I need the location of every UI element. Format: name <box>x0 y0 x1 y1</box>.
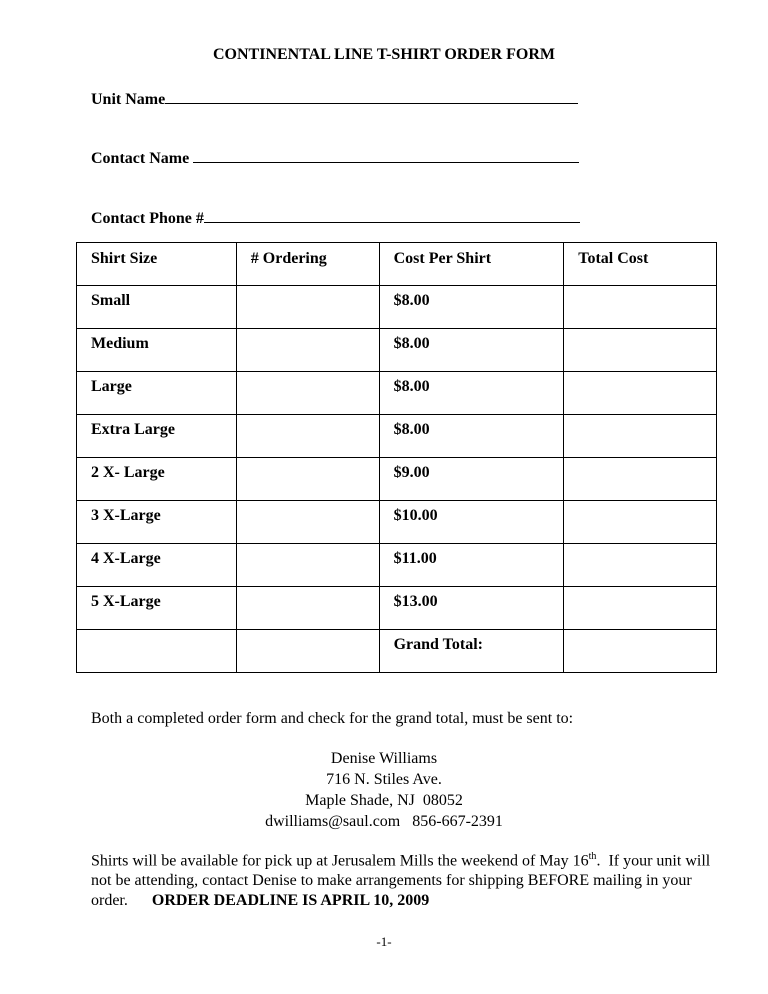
contact-phone-label: Contact Phone # <box>91 210 204 227</box>
cost-cell: $8.00 <box>379 372 564 415</box>
address-email[interactable]: dwilliams@saul.com <box>265 813 401 830</box>
grand-total-row <box>77 630 717 673</box>
total-cell[interactable] <box>564 587 717 630</box>
cost-cell: $8.00 <box>379 415 564 458</box>
header-shirt-size: Shirt Size <box>77 243 237 286</box>
page-number: -1- <box>376 934 392 949</box>
size-cell: Large <box>77 372 237 415</box>
pickup-notice <box>91 847 715 911</box>
empty-cell <box>77 630 237 673</box>
mailing-address <box>0 748 768 832</box>
instructions-text: Both a completed order form and check for the grand total, must be sent to: <box>91 710 574 727</box>
total-cell[interactable] <box>564 286 717 329</box>
size-cell: Extra Large <box>77 415 237 458</box>
table-row <box>77 329 717 372</box>
form-title: CONTINENTAL LINE T-SHIRT ORDER FORM <box>212 46 556 63</box>
cost-cell: $9.00 <box>379 458 564 501</box>
size-cell: 5 X-Large <box>77 587 237 630</box>
address-city: Maple Shade, NJ 08052 <box>305 792 463 809</box>
empty-cell <box>236 630 379 673</box>
address-phone: 856-667-2391 <box>412 813 503 830</box>
header-total-cost: Total Cost <box>564 243 717 286</box>
contact-name-field <box>91 148 579 168</box>
ordering-cell[interactable] <box>236 458 379 501</box>
address-name: Denise Williams <box>330 750 438 767</box>
address-contact <box>0 811 768 832</box>
contact-phone-input-line[interactable] <box>204 208 580 223</box>
total-cell[interactable] <box>564 458 717 501</box>
header-cost-per-shirt: Cost Per Shirt <box>379 243 564 286</box>
table-row <box>77 372 717 415</box>
table-row <box>77 587 717 630</box>
contact-name-input-line[interactable] <box>193 148 579 163</box>
notice-part2: . If your unit will not be attending, contact Denise to make arrangements for shipping BEFORE mailing in your order. <box>91 852 715 910</box>
cost-cell: $11.00 <box>379 544 564 587</box>
total-cell[interactable] <box>564 415 717 458</box>
contact-phone-field <box>91 208 580 228</box>
unit-name-label: Unit Name <box>91 91 166 108</box>
grand-total-cell[interactable] <box>564 630 717 673</box>
total-cell[interactable] <box>564 544 717 587</box>
header-ordering: # Ordering <box>236 243 379 286</box>
grand-total-label: Grand Total: <box>379 630 564 673</box>
table-row <box>77 286 717 329</box>
size-cell: 3 X-Large <box>77 501 237 544</box>
cost-cell: $13.00 <box>379 587 564 630</box>
notice-part1: Shirts will be available for pick up at Jerusalem Mills the weekend of May 16 <box>91 852 589 870</box>
total-cell[interactable] <box>564 372 717 415</box>
table-row <box>77 544 717 587</box>
table-row <box>77 458 717 501</box>
notice-superscript: th <box>588 851 597 862</box>
size-cell: 2 X- Large <box>77 458 237 501</box>
size-cell: Small <box>77 286 237 329</box>
ordering-cell[interactable] <box>236 415 379 458</box>
size-cell: 4 X-Large <box>77 544 237 587</box>
ordering-cell[interactable] <box>236 286 379 329</box>
unit-name-input-line[interactable] <box>165 89 578 104</box>
table-row <box>77 501 717 544</box>
unit-name-field <box>91 89 578 109</box>
order-table <box>76 242 717 673</box>
cost-cell: $10.00 <box>379 501 564 544</box>
ordering-cell[interactable] <box>236 329 379 372</box>
size-cell: Medium <box>77 329 237 372</box>
total-cell[interactable] <box>564 329 717 372</box>
table-row <box>77 415 717 458</box>
order-deadline: ORDER DEADLINE IS APRIL 10, 2009 <box>151 892 430 910</box>
ordering-cell[interactable] <box>236 587 379 630</box>
cost-cell: $8.00 <box>379 286 564 329</box>
ordering-cell[interactable] <box>236 372 379 415</box>
cost-cell: $8.00 <box>379 329 564 372</box>
address-street: 716 N. Stiles Ave. <box>326 771 442 788</box>
total-cell[interactable] <box>564 501 717 544</box>
ordering-cell[interactable] <box>236 544 379 587</box>
table-header-row <box>77 243 717 286</box>
contact-name-label: Contact Name <box>91 150 190 167</box>
ordering-cell[interactable] <box>236 501 379 544</box>
